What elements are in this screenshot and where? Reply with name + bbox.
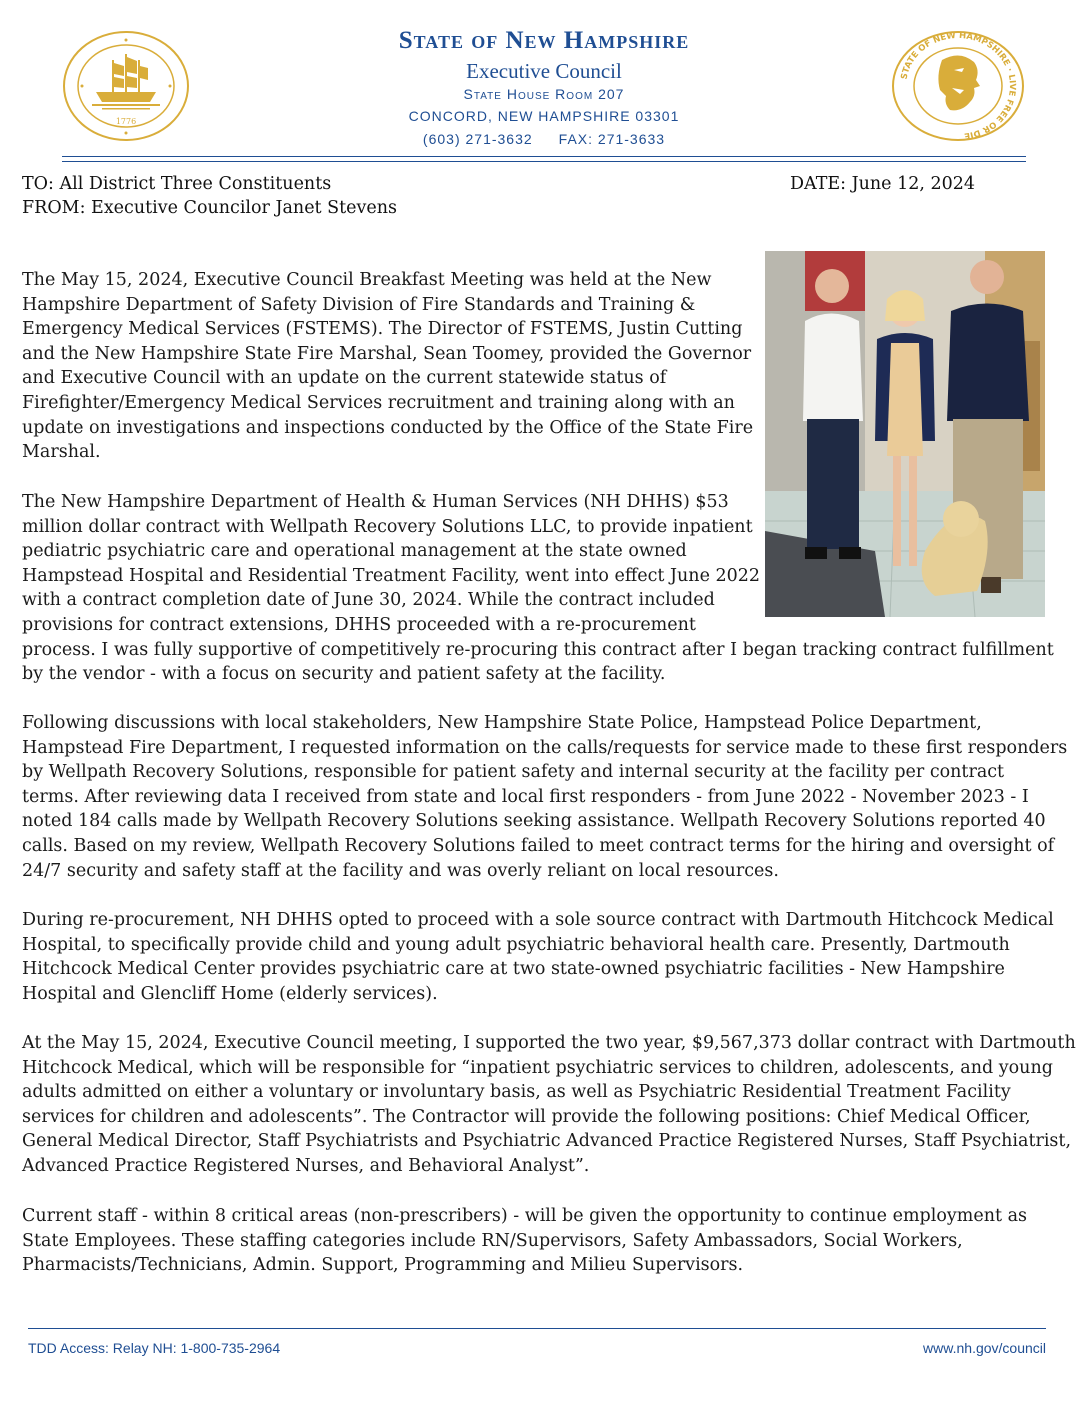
body-line: Hampstead Fire Department, I requested information on the calls/requests for service made to these first responders (22, 737, 1068, 758)
letterhead-council-name: Executive Council (466, 59, 622, 83)
body-line: Hospital and Glencliff Home (elderly services). (22, 983, 438, 1004)
footer-website-link[interactable]: www.nh.gov/council (923, 1340, 1046, 1356)
footer-rule (28, 1328, 1046, 1329)
body-line: During re-procurement, NH DHHS opted to proceed with a sole source contract with Dartmouth Hitchcock Medical (22, 910, 1054, 930)
body-line: At the May 15, 2024, Executive Council meeting, I supported the two year, $9,567,373 dollar contract with Dartmouth (22, 1033, 1076, 1053)
memo-from: FROM: Executive Councilor Janet Stevens (22, 198, 398, 218)
letterhead-city: CONCORD, NEW HAMPSHIRE 03301 (408, 108, 680, 124)
letterhead-state-name: State of New Hampshire (398, 27, 690, 54)
body-line: adults admitted on either a voluntary or involuntary basis, as well as Psychiatric Residential Treatment Facility (22, 1082, 1011, 1103)
footer-tdd-access: TDD Access: Relay NH: 1-800-735-2964 (28, 1340, 281, 1356)
body-paragraph (22, 711, 1067, 883)
letterhead-phone: (603) 271-3632 (422, 131, 533, 147)
body-line: pediatric psychiatric care and operational management at the state owned (22, 541, 687, 562)
body-line: Hampstead Hospital and Residential Treatment Facility, went into effect June 2022 (22, 565, 761, 586)
body-line: by Wellpath Recovery Solutions, responsible for patient safety and internal security at the facility per contract (22, 762, 1005, 783)
body-line: Advanced Practice Registered Nurses, and Behavioral Analyst”. (22, 1155, 590, 1176)
letterhead-contact (230, 128, 858, 150)
body-line: Pharmacists/Technicians, Admin. Support, Programming and Milieu Supervisors. (22, 1255, 744, 1276)
body-paragraph (22, 1031, 1076, 1179)
body-line: provisions for contract extensions, DHHS proceeded with a re-procurement (22, 614, 696, 635)
body-line: General Medical Director, Staff Psychiatrists and Psychiatric Advanced Practice Registered Nurses, Staff Psychiatrist, (22, 1131, 1072, 1152)
seal-year-text: 1776 (115, 117, 137, 126)
body-paragraph (22, 268, 753, 465)
body-line: Emergency Medical Services (FSTEMS). The Director of FSTEMS, Justin Cutting (22, 319, 743, 340)
body-line: State Employees. These staffing categories include RN/Supervisors, Safety Ambassadors, Social Workers, (22, 1230, 963, 1251)
memo-date: DATE: June 12, 2024 (790, 174, 976, 194)
live-free-or-die-seal-logo (890, 30, 1026, 142)
body-line: 24/7 security and safety staff at the facility and was overly reliant on local resources. (22, 860, 779, 881)
letterhead-fax: FAX: 271-3633 (558, 131, 666, 147)
body-paragraph (22, 908, 1054, 1006)
body-line: The New Hampshire Department of Health & Human Services (NH DHHS) $53 (22, 492, 729, 512)
body-line: Current staff - within 8 critical areas (non-prescribers) - will be given the opportunity to continue employment as (22, 1206, 1027, 1226)
letterhead (230, 24, 858, 150)
body-line: by the vendor - with a focus on security and patient safety at the facility. (22, 664, 666, 685)
body-line: process. I was fully supportive of competitively re-procuring this contract after I began tracking contract fulfillment (22, 639, 1054, 660)
body-paragraph (22, 490, 1054, 687)
body-line: and the New Hampshire State Fire Marshal, Sean Toomey, provided the Governor (22, 343, 752, 364)
body-line: million dollar contract with Wellpath Recovery Solutions LLC, to provide inpatient (22, 516, 753, 537)
state-seal-logo (62, 30, 190, 142)
body-line: Hitchcock Medical Center provides psychiatric care at two state-owned psychiatric facilities - New Hampshire (22, 959, 1005, 980)
body-line: Hospital, to specifically provide child and young adult psychiatric behavioral health care. Presently, Dartmouth (22, 934, 1010, 955)
body-line: noted 184 calls made by Wellpath Recovery Solutions seeking assistance. Wellpath Recovery Solutions reported 40 (22, 811, 1046, 832)
letterhead-room: State House Room 207 (463, 86, 625, 102)
body-line: Hampshire Department of Safety Division of Fire Standards and Training & (22, 294, 696, 315)
body-line: Following discussions with local stakeholders, New Hampshire State Police, Hampstead Police Department, (22, 713, 982, 733)
body-line: Marshal. (22, 442, 101, 463)
body-line: The May 15, 2024, Executive Council Breakfast Meeting was held at the New (22, 270, 712, 290)
body-line: services for children and adolescents”. The Contractor will provide the following positions: Chief Medical Officer, (22, 1106, 1031, 1127)
body-line: and Executive Council with an update on the current statewide status of (22, 368, 667, 389)
body-line: update on investigations and inspections conducted by the Office of the State Fire (22, 417, 754, 438)
body-line: with a contract completion date of June 30, 2024. While the contract included (22, 590, 715, 611)
body-line: calls. Based on my review, Wellpath Recovery Solutions failed to meet contract terms for the hiring and oversight of (22, 835, 1055, 856)
body-line: Firefighter/Emergency Medical Services recruitment and training along with an (22, 392, 735, 413)
body-line: Hitchcock Medical, which will be responsible for “inpatient psychiatric services to children, adolescents, and young (22, 1057, 1053, 1078)
body-line: terms. After reviewing data I received from state and local first responders - from June 2022 - November 2023 - I (22, 786, 1029, 807)
header-rule (62, 156, 1026, 157)
memo-to: TO: All District Three Constituents (22, 174, 332, 194)
seal-ring-text: STATE OF NEW HAMPSHIRE · LIVE FREE OR DIE (899, 30, 1018, 141)
body-paragraph (22, 1204, 1027, 1278)
header-rule-thin (62, 161, 1026, 162)
